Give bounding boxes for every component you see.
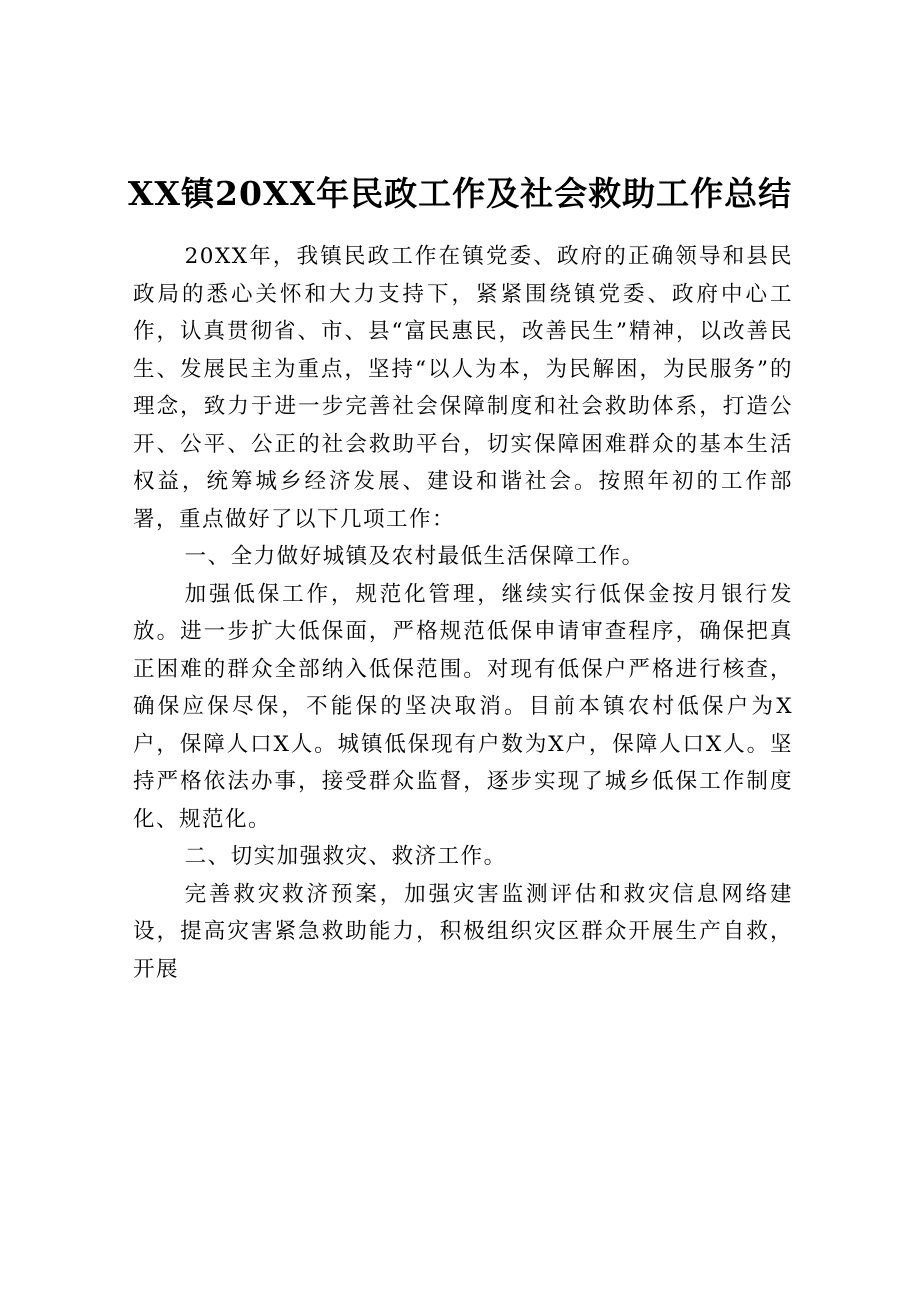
document-title: XX镇20XX年民政工作及社会救助工作总结 (127, 174, 793, 213)
paragraph-section-1: 加强低保工作，规范化管理，继续实行低保金按月银行发放。进一步扩大低保面，严格规范低保申请审查程序，确保把真正困难的群众全部纳入低保范围。对现有低保户严格进行核查，确保应保尽保，不能保的坚决取消。目前本镇农村低保户为X户，保障人口X人。城镇低保现有户数为X户，保障人口X人。坚持严格依法办事，接受群众监督，逐步实现了城乡低保工作制度化、规范化。 (133, 581, 793, 832)
document-body (133, 238, 793, 988)
paragraph-intro: 20XX年，我镇民政工作在镇党委、政府的正确领导和县民政局的悉心关怀和大力支持下，紧紧围绕镇党委、政府中心工作，认真贯彻省、市、县“富民惠民，改善民生”精神，以改善民生、发展民主为重点，坚持“以人为本，为民解困，为民服务”的理念，致力于进一步完善社会保障制度和社会救助体系，打造公开、公平、公正的社会救助平台，切实保障困难群众的基本生活权益，统筹城乡经济发展、建设和谐社会。按照年初的工作部署，重点做好了以下几项工作： (133, 244, 793, 532)
section-heading-1: 一、全力做好城镇及农村最低生活保障工作。 (184, 544, 645, 569)
section-heading-2: 二、切实加强救灾、救济工作。 (184, 844, 507, 869)
paragraph-section-2: 完善救灾救济预案，加强灾害监测评估和救灾信息网络建设，提高灾害紧急救助能力，积极组织灾区群众开展生产自救，开展 (133, 881, 793, 982)
